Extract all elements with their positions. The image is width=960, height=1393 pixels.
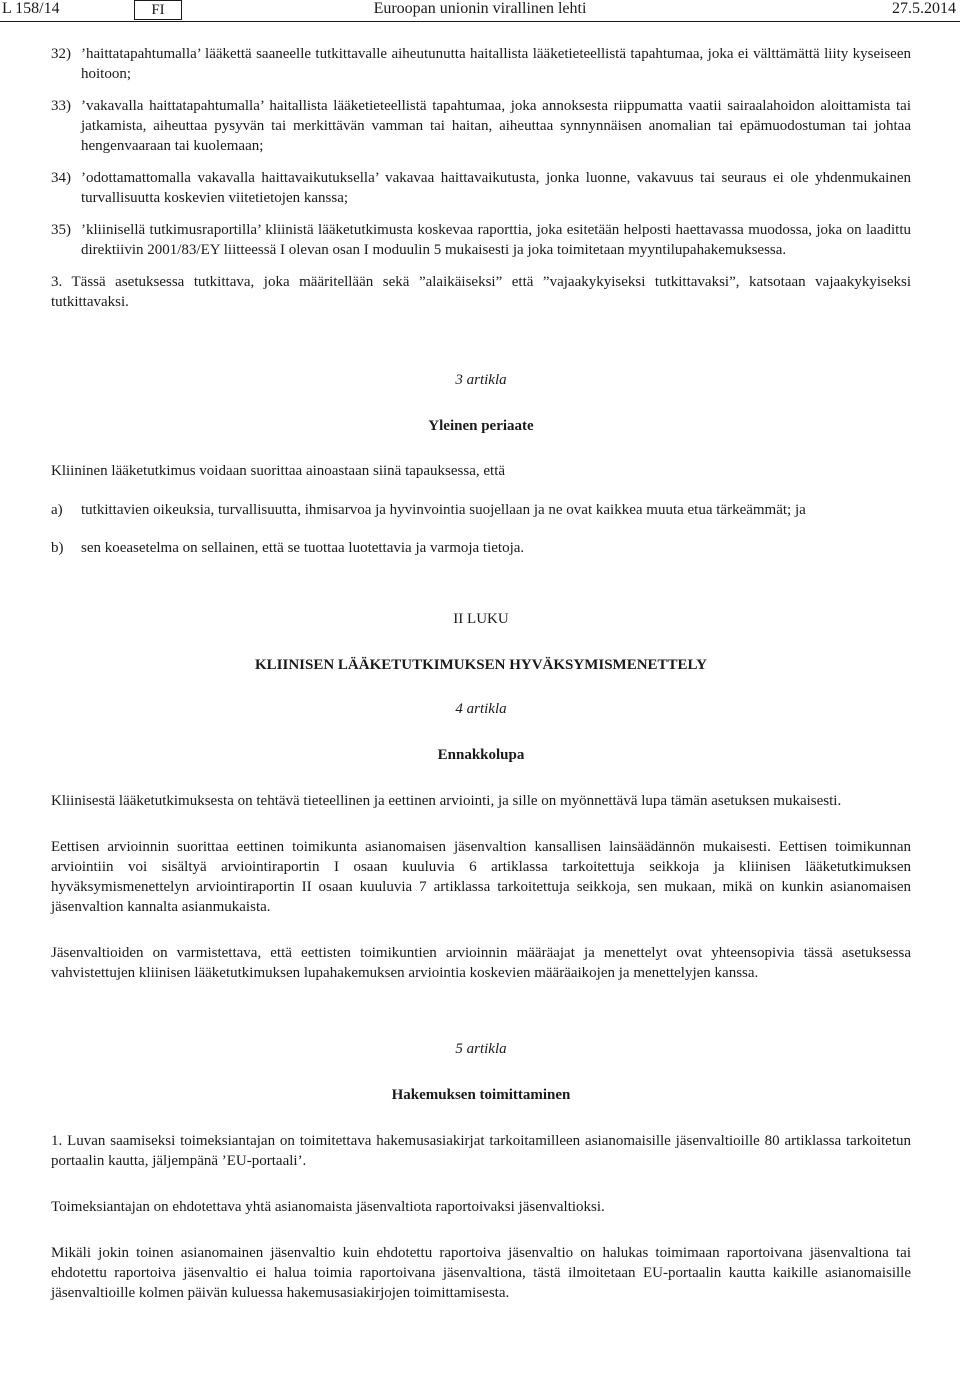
definition-item: [51, 44, 911, 84]
chapter-label: II LUKU: [453, 611, 509, 627]
article-5-label: 5 artikla: [455, 1041, 507, 1057]
condition-text: tutkittavien oikeuksia, turvallisuutta, ihmisarvoa ja hyvinvointia suojellaan ja ne ovat kaikkea muuta etua tärkeämmät; ja: [81, 502, 806, 518]
publication-date: 27.5.2014: [892, 0, 956, 17]
page-header: [0, 0, 960, 24]
article-3-intro: Kliininen lääketutkimus voidaan suorittaa ainoastaan siinä tapauksessa, että: [51, 463, 506, 479]
definition-text: ’haittatapahtumalla’ lääkettä saaneelle tutkittavalle aiheutunutta haitallista lääketieteellistä tapahtumaa, joka ei välttämättä liity kyseiseen hoitoon;: [81, 46, 911, 82]
definition-text: ’odottamattomalla vakavalla haittavaikutuksella’ vakavaa haittavaikutusta, jonka luonne, vakavuus tai seuraus ei ole yhdenmukainen turvallisuutta koskevien viitetietojen kanssa;: [81, 170, 911, 206]
article-4-paragraph: Jäsenvaltioiden on varmistettava, että eettisten toimikuntien arvioinnin määräajat ja menettelyt ovat yhteensopivia tässä asetuksessa vahvistettujen kliinisen lääketutkimuksen lupahakemuksen arviointia koskevien määräaikojen ja menettelyjen kanssa.: [51, 945, 911, 981]
article-4-paragraph: Kliinisestä lääketutkimuksesta on tehtävä tieteellinen ja eettinen arviointi, ja sille on myönnettävä lupa tämän asetuksen mukaisesti.: [51, 793, 842, 809]
language-code: FI: [134, 0, 182, 20]
section-3-paragraph: 3. Tässä asetuksessa tutkittava, joka määritellään sekä ”alaikäiseksi” että ”vajaakykyiseksi tutkittavaksi”, katsotaan vajaakykyiseksi tutkittavaksi.: [51, 274, 911, 310]
page-reference: L 158/14: [2, 0, 60, 17]
definition-item: [51, 220, 911, 260]
article-5-paragraph: 1. Luvan saamiseksi toimeksiantajan on toimitettava hakemusasiakirjat tarkoitamilleen asianomaisille jäsenvaltioille 80 artiklassa tarkoitetun portaalin kautta, jäljempänä ’EU-portaali’.: [51, 1133, 911, 1169]
article-3-label: 3 artikla: [455, 372, 507, 388]
definition-text: ’vakavalla haittatapahtumalla’ haitallista lääketieteellistä tapahtumaa, joka annoksesta riippumatta vaatii sairaalahoidon aloittamista tai jatkamista, aiheuttaa pysyvän tai merkittävän vamman tai haitan, aiheuttaa synnynnäisen anomalian tai epämuodostuman tai johtaa hengenvaaraan tai kuolemaan;: [81, 98, 911, 154]
article-5-paragraph: Mikäli jokin toinen asianomainen jäsenvaltio kuin ehdotettu raportoiva jäsenvaltio on halukas toimimaan raportoivana jäsenvaltiona tai ehdotettu raportoiva jäsenvaltio ei halua toimia raportoivana jäsenvaltiona, tästä ilmoitetaan EU-portaalin kautta kaikille asianomaisille jäsenvaltioille kolmen päivän kuluessa hakemusasiakirjojen toimittamisesta.: [51, 1245, 911, 1301]
definition-number: 33): [51, 98, 71, 114]
condition-text: sen koeasetelma on sellainen, että se tuottaa luotettavia ja varmoja tietoja.: [81, 540, 525, 556]
condition-letter: b): [51, 540, 64, 556]
article-4-title: Ennakkolupa: [437, 747, 525, 763]
condition-item: [51, 538, 911, 558]
definition-number: 32): [51, 46, 71, 62]
definition-item: [51, 96, 911, 156]
definition-item: [51, 168, 911, 208]
document-body: [51, 44, 911, 1303]
article-3-title: Yleinen periaate: [428, 418, 534, 434]
chapter-title: KLIINISEN LÄÄKETUTKIMUKSEN HYVÄKSYMISMENETTELY: [254, 657, 708, 673]
definitions-list: [51, 44, 911, 260]
definition-number: 34): [51, 170, 71, 186]
condition-item: [51, 500, 911, 520]
definition-number: 35): [51, 222, 71, 238]
article-5-paragraph: Toimeksiantajan on ehdotettava yhtä asianomaista jäsenvaltiota raportoivaksi jäsenvaltioksi.: [51, 1199, 605, 1215]
article-4-paragraph: Eettisen arvioinnin suorittaa eettinen toimikunta asianomaisen jäsenvaltion kansallisen lainsäädännön mukaisesti. Eettisen toimikunnan arviointiin voi sisältyä arviointiraportin I osaan kuuluvia 6 artiklassa tarkoitettuja seikkoja ja kliinisen lääketutkimuksen hyväksymismenettelyn arviointiraportin II osaan kuuluvia 7 artiklassa tarkoitettuja seikkoja, sen mukaan, mikä on kunkin asianomaisen jäsenvaltion kannalta asianmukaista.: [51, 839, 911, 915]
article-4-label: 4 artikla: [455, 701, 507, 717]
condition-letter: a): [51, 502, 63, 518]
article-5-title: Hakemuksen toimittaminen: [391, 1087, 571, 1103]
definition-text: ’kliinisellä tutkimusraportilla’ kliinistä lääketutkimusta koskevaa raporttia, joka esitetään helposti haettavassa muodossa, joka on laadittu direktiivin 2001/83/EY liitteessä I olevan osan I moduulin 5 mukaisesti ja joka toimitetaan myyntilupahakemuksessa.: [81, 222, 911, 258]
journal-title: Euroopan unionin virallinen lehti: [373, 0, 587, 17]
header-rule: [0, 21, 960, 22]
